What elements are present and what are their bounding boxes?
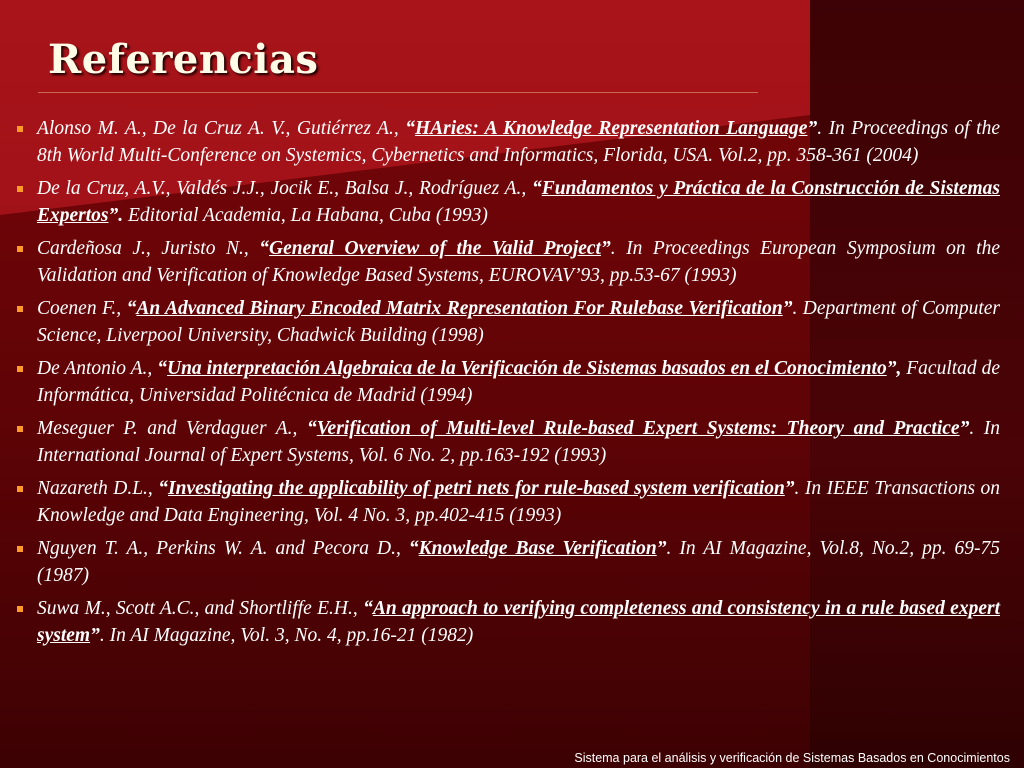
reference-title-link[interactable]: Una interpretación Algebraica de la Verificación de Sistemas basados en el Conocimiento <box>166 358 887 379</box>
reference-authors: Cardeñosa J., Juristo N., <box>37 238 260 259</box>
reference-item <box>14 356 1000 409</box>
square-bullet-icon <box>17 486 23 492</box>
close-quote: ” <box>782 298 793 319</box>
square-bullet-icon <box>17 426 23 432</box>
reference-authors: Nazareth D.L., <box>37 478 159 499</box>
reference-item <box>14 536 1000 589</box>
reference-title-link[interactable]: General Overview of the Valid Project <box>268 238 601 259</box>
reference-title-link[interactable]: An approach to verifying completeness and consistency in a rule based expert system <box>37 598 1000 646</box>
reference-details: . In Proceedings European Symposium on the Validation and Verification of Knowledge Based Systems, EUROVAV’93, pp.53-67 (1993) <box>37 238 1000 286</box>
square-bullet-icon <box>17 126 23 132</box>
reference-item <box>14 416 1000 469</box>
open-quote: “ <box>531 178 542 199</box>
close-quote: ” <box>807 118 818 139</box>
reference-item <box>14 116 1000 169</box>
square-bullet-icon <box>17 606 23 612</box>
reference-authors: Suwa M., Scott A.C., and Shortliffe E.H., <box>37 598 364 619</box>
open-quote: “ <box>306 418 317 439</box>
reference-authors: De Antonio A., <box>37 358 158 379</box>
reference-details: Editorial Academia, La Habana, Cuba (1993) <box>123 204 488 226</box>
open-quote: “ <box>363 598 373 619</box>
open-quote: “ <box>408 538 419 559</box>
reference-title-link[interactable]: Knowledge Base Verification <box>418 538 657 559</box>
reference-details: . In International Journal of Expert Systems, Vol. 6 No. 2, pp.163-192 (1993) <box>37 418 1000 466</box>
open-quote: “ <box>157 358 167 379</box>
reference-item <box>14 296 1000 349</box>
reference-details: . In IEEE Transactions on Knowledge and Data Engineering, Vol. 4 No. 3, pp.402-415 (1993) <box>37 478 1001 526</box>
slide-footer: Sistema para el análisis y verificación de Sistemas Basados en Conocimientos <box>574 751 1010 765</box>
reference-item <box>14 176 1000 229</box>
reference-authors: Coenen F., <box>37 298 127 319</box>
reference-authors: De la Cruz, A.V., Valdés J.J., Jocik E., Balsa J., Rodríguez A., <box>37 178 532 199</box>
reference-list <box>14 116 1000 656</box>
reference-details: . Department of Computer Science, Liverpool University, Chadwick Building (1998) <box>37 298 1000 346</box>
close-quote: ” <box>784 478 795 499</box>
open-quote: “ <box>259 238 269 259</box>
square-bullet-icon <box>17 246 23 252</box>
reference-details: . In Proceedings of the 8th World Multi-Conference on Systemics, Cybernetics and Informatics, Florida, USA. Vol.2, pp. 358-361 (2004) <box>37 118 1000 166</box>
close-quote: ” <box>959 418 970 439</box>
close-quote: ”, <box>886 358 902 379</box>
reference-authors: Alonso M. A., De la Cruz A. V., Gutiérrez A., <box>37 118 406 139</box>
reference-title-link[interactable]: Investigating the applicability of petri nets for rule-based system verification <box>168 478 785 499</box>
title-divider <box>38 92 758 93</box>
close-quote: ”. <box>108 204 124 226</box>
reference-title-link[interactable]: An Advanced Binary Encoded Matrix Representation For Rulebase Verification <box>136 298 783 319</box>
square-bullet-icon <box>17 366 23 372</box>
reference-title-link[interactable]: Fundamentos y Práctica de la Construcción de Sistemas Expertos <box>37 178 1000 226</box>
close-quote: ” <box>656 538 667 559</box>
slide-title: Referencias <box>48 36 319 83</box>
reference-details: Facultad de Informática, Universidad Politécnica de Madrid (1994) <box>37 358 1000 406</box>
reference-authors: Meseguer P. and Verdaguer A., <box>37 418 307 439</box>
square-bullet-icon <box>17 306 23 312</box>
square-bullet-icon <box>17 546 23 552</box>
open-quote: “ <box>158 478 169 499</box>
close-quote: ” <box>600 238 611 259</box>
square-bullet-icon <box>17 186 23 192</box>
reference-details: . In AI Magazine, Vol. 3, No. 4, pp.16-21 (1982) <box>99 624 474 646</box>
reference-item <box>14 596 1000 649</box>
open-quote: “ <box>405 118 415 139</box>
reference-title-link[interactable]: HAries: A Knowledge Representation Language <box>414 118 808 139</box>
reference-title-link[interactable]: Verification of Multi-level Rule-based Expert Systems: Theory and Practice <box>316 418 960 439</box>
reference-details: . In AI Magazine, Vol.8, No.2, pp. 69-75 (1987) <box>37 538 1000 586</box>
reference-authors: Nguyen T. A., Perkins W. A. and Pecora D., <box>37 538 409 559</box>
reference-item <box>14 476 1000 529</box>
close-quote: ” <box>90 624 100 646</box>
reference-item <box>14 236 1000 289</box>
open-quote: “ <box>126 298 137 319</box>
